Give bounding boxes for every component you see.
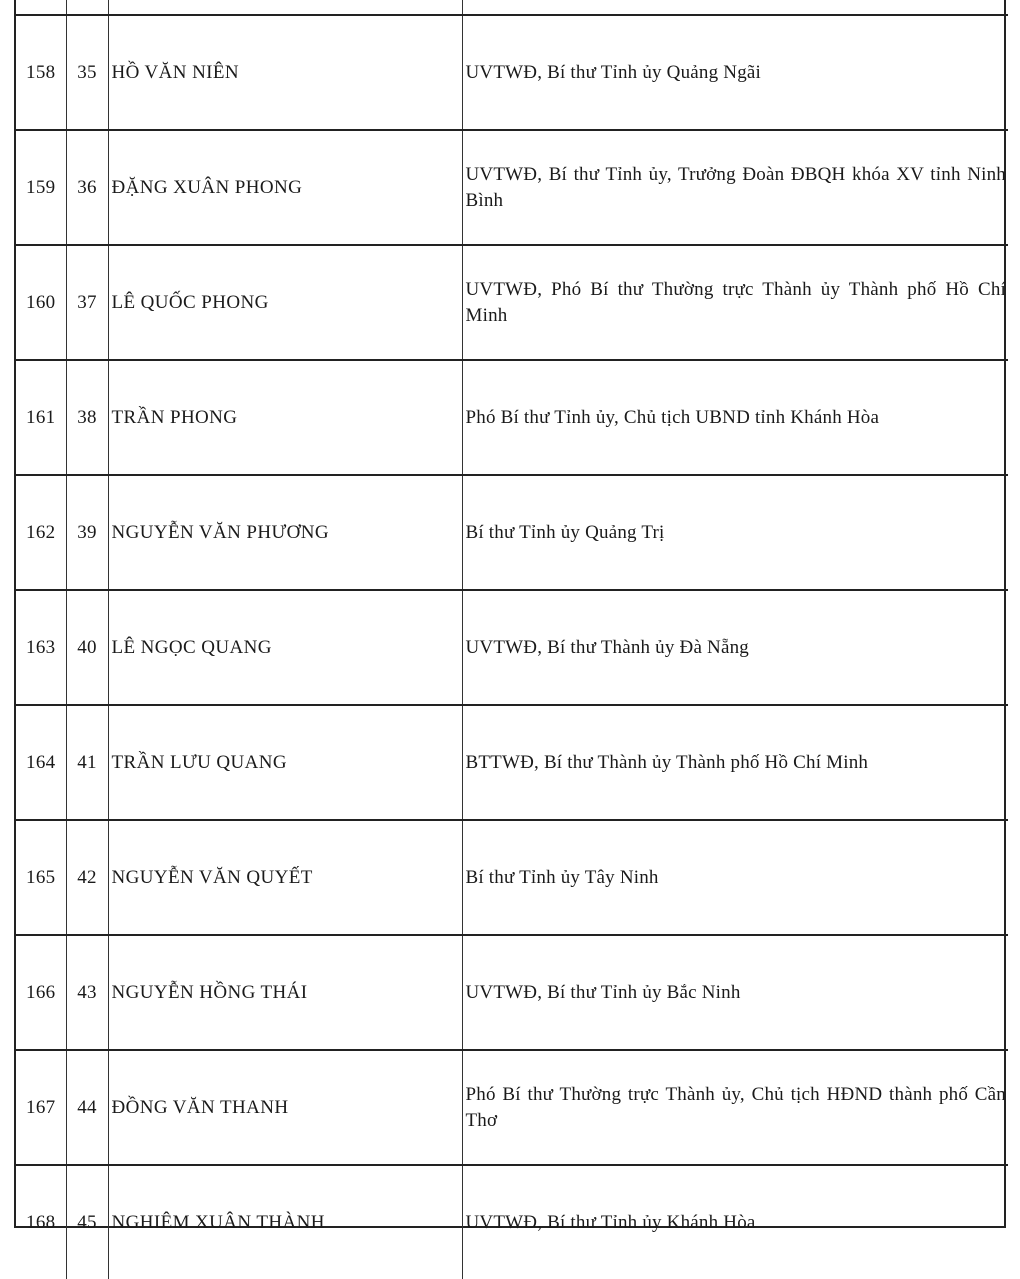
document-page — [14, 0, 1006, 1233]
row-group-number: 40 — [66, 590, 108, 705]
row-group-number: 37 — [66, 245, 108, 360]
table-row — [16, 705, 1008, 820]
row-overall-number: 165 — [16, 820, 66, 935]
row-group-number: 45 — [66, 1165, 108, 1279]
row-position: BTTWĐ, Bí thư Thành ủy Thành phố Hồ Chí Minh — [462, 705, 1008, 820]
row-overall-number: 161 — [16, 360, 66, 475]
row-position: UVTWĐ, Bí thư Thành ủy Đà Nẵng — [462, 590, 1008, 705]
row-position: UVTWĐ, Bí thư Tỉnh ủy Quảng Ngãi — [462, 15, 1008, 130]
table-row — [16, 360, 1008, 475]
row-overall-number: 163 — [16, 590, 66, 705]
table-row — [16, 590, 1008, 705]
row-group-number: 35 — [66, 15, 108, 130]
row-position: Phó Bí thư Thường trực Thành ủy, Chủ tịch HĐND thành phố Cần Thơ — [462, 1050, 1008, 1165]
table-row — [16, 475, 1008, 590]
row-position: Bí thư Tỉnh ủy Tây Ninh — [462, 820, 1008, 935]
row-full-name: NGHIÊM XUÂN THÀNH — [108, 1165, 462, 1279]
table-row — [16, 1050, 1008, 1165]
row-full-name: ĐỒNG VĂN THANH — [108, 1050, 462, 1165]
row-group-number: 38 — [66, 360, 108, 475]
row-group-number: 42 — [66, 820, 108, 935]
row-full-name: LÊ QUỐC PHONG — [108, 245, 462, 360]
row-overall-number: 160 — [16, 245, 66, 360]
row-group-number: 39 — [66, 475, 108, 590]
row-position: UVTWĐ, Bí thư Tỉnh ủy Khánh Hòa — [462, 1165, 1008, 1279]
row-overall-number: 159 — [16, 130, 66, 245]
row-group-number: 43 — [66, 935, 108, 1050]
row-full-name: TRẦN PHONG — [108, 360, 462, 475]
row-group-number: 44 — [66, 1050, 108, 1165]
row-full-name: HỒ VĂN NIÊN — [108, 15, 462, 130]
row-full-name: NGUYỄN VĂN PHƯƠNG — [108, 475, 462, 590]
row-group-number: 41 — [66, 705, 108, 820]
row-full-name: NGUYỄN VĂN QUYẾT — [108, 820, 462, 935]
row-full-name: NGUYỄN HỒNG THÁI — [108, 935, 462, 1050]
row-position: UVTWĐ, Bí thư Tỉnh ủy, Trưởng Đoàn ĐBQH khóa XV tỉnh Ninh Bình — [462, 130, 1008, 245]
table-row — [16, 935, 1008, 1050]
table-row — [16, 820, 1008, 935]
row-overall-number: 162 — [16, 475, 66, 590]
personnel-table — [16, 0, 1008, 1279]
row-position: Bí thư Tỉnh ủy Quảng Trị — [462, 475, 1008, 590]
row-overall-number: 158 — [16, 15, 66, 130]
row-overall-number: 168 — [16, 1165, 66, 1279]
row-overall-number: 167 — [16, 1050, 66, 1165]
table-row — [16, 1165, 1008, 1279]
row-full-name: ĐẶNG XUÂN PHONG — [108, 130, 462, 245]
row-position: UVTWĐ, Bí thư Tỉnh ủy Bắc Ninh — [462, 935, 1008, 1050]
row-position: UVTWĐ, Phó Bí thư Thường trực Thành ủy Thành phố Hồ Chí Minh — [462, 245, 1008, 360]
table-row — [16, 15, 1008, 130]
row-overall-number: 164 — [16, 705, 66, 820]
table-row — [16, 245, 1008, 360]
row-position: Phó Bí thư Tỉnh ủy, Chủ tịch UBND tỉnh Khánh Hòa — [462, 360, 1008, 475]
table-body — [16, 0, 1008, 1279]
row-group-number: 36 — [66, 130, 108, 245]
table-row-continuation — [16, 0, 1008, 15]
table-row — [16, 130, 1008, 245]
row-full-name: LÊ NGỌC QUANG — [108, 590, 462, 705]
row-full-name: TRẦN LƯU QUANG — [108, 705, 462, 820]
row-overall-number: 166 — [16, 935, 66, 1050]
